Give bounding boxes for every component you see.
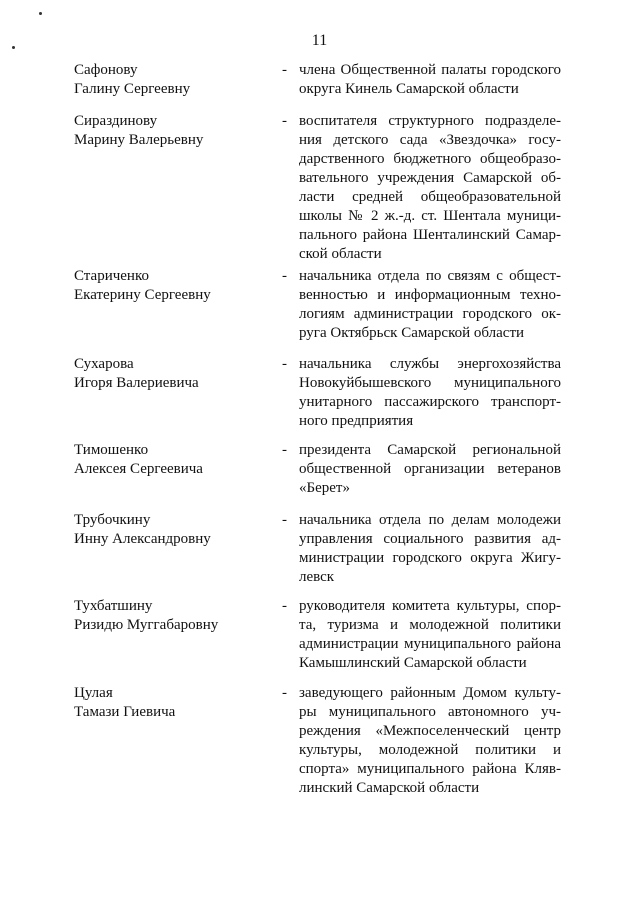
position-line: «Берет» xyxy=(299,480,350,496)
position-line: начальника отдела по делам молодежи xyxy=(299,512,561,528)
given-names: Инну Александровну xyxy=(74,531,211,547)
surname: Цулая xyxy=(74,685,113,701)
dash-separator: - xyxy=(282,598,287,614)
position-description xyxy=(299,61,561,99)
position-line: члена Общественной палаты городского xyxy=(299,62,561,78)
position-line: ской области xyxy=(299,246,382,262)
person-name xyxy=(74,61,274,99)
person-name xyxy=(74,267,274,305)
position-line: администрации муниципального района xyxy=(299,636,561,652)
position-line: ного предприятия xyxy=(299,413,414,429)
position-description xyxy=(299,267,561,343)
position-line: президента Самарской региональной xyxy=(299,442,561,458)
position-line: унитарного пассажирского транспорт- xyxy=(299,394,561,410)
person-name xyxy=(74,112,274,150)
position-line: та, туризма и молодежной политики xyxy=(299,617,561,633)
position-description xyxy=(299,684,561,798)
dash-separator: - xyxy=(282,62,287,78)
person-name xyxy=(74,441,274,479)
position-line: министрации городского округа Жигу- xyxy=(299,550,561,566)
position-line: Камышлинский Самарской области xyxy=(299,655,527,671)
position-line: школы № 2 ж.-д. ст. Шентала муници- xyxy=(299,208,561,224)
surname: Сафонову xyxy=(74,62,138,78)
position-line: округа Кинель Самарской области xyxy=(299,81,519,97)
position-line: ласти средней общеобразовательной xyxy=(299,189,561,205)
position-line: заведующего районным Домом культу- xyxy=(299,685,561,701)
given-names: Алексея Сергеевича xyxy=(74,461,203,477)
position-line: логиям администрации городского ок- xyxy=(299,306,561,322)
given-names: Игоря Валериевича xyxy=(74,375,199,391)
position-line: ния детского сада «Звездочка» госу- xyxy=(299,132,561,148)
position-line: спорта» муниципального района Кляв- xyxy=(299,761,561,777)
person-name xyxy=(74,511,274,549)
position-line: управления социального развития ад- xyxy=(299,531,561,547)
position-description xyxy=(299,441,561,498)
surname: Сухарова xyxy=(74,356,134,372)
person-name xyxy=(74,684,274,722)
given-names: Марину Валерьевну xyxy=(74,132,204,148)
dash-separator: - xyxy=(282,685,287,701)
position-line: руководителя комитета культуры, спор- xyxy=(299,598,561,614)
position-description xyxy=(299,355,561,431)
position-description xyxy=(299,511,561,587)
position-line: воспитателя структурного подразделе- xyxy=(299,113,561,129)
position-description xyxy=(299,112,561,264)
given-names: Екатерину Сергеевну xyxy=(74,287,211,303)
position-line: дарственного бюджетного общеобразо- xyxy=(299,151,561,167)
surname: Стариченко xyxy=(74,268,149,284)
position-line: пального района Шенталинский Самар- xyxy=(299,227,561,243)
dash-separator: - xyxy=(282,512,287,528)
position-line: культуры, молодежной политики и xyxy=(299,742,561,758)
position-line: начальника отдела по связям с общест- xyxy=(299,268,561,284)
position-line: общественной организации ветеранов xyxy=(299,461,561,477)
dash-separator: - xyxy=(282,442,287,458)
position-line: венностью и информационным техно- xyxy=(299,287,561,303)
position-line: ры муниципального автономного уч- xyxy=(299,704,561,720)
person-name xyxy=(74,597,274,635)
surname: Тухбатшину xyxy=(74,598,153,614)
position-description xyxy=(299,597,561,673)
dash-separator: - xyxy=(282,113,287,129)
surname: Трубочкину xyxy=(74,512,151,528)
person-name xyxy=(74,355,274,393)
position-line: Новокуйбышевского муниципального xyxy=(299,375,561,391)
position-line: линский Самарской области xyxy=(299,780,480,796)
surname: Сираздинову xyxy=(74,113,158,129)
surname: Тимошенко xyxy=(74,442,149,458)
dash-separator: - xyxy=(282,268,287,284)
position-line: начальника службы энергохозяйства xyxy=(299,356,561,372)
position-line: реждения «Межпоселенческий центр xyxy=(299,723,561,739)
given-names: Тамази Гиевича xyxy=(74,704,176,720)
given-names: Галину Сергеевну xyxy=(74,81,191,97)
position-line: руга Октябрьск Самарской области xyxy=(299,325,525,341)
given-names: Ризидю Муггабаровну xyxy=(74,617,219,633)
page-number: 11 xyxy=(311,32,328,49)
dash-separator: - xyxy=(282,356,287,372)
position-line: левск xyxy=(299,569,335,585)
position-line: вательного учреждения Самарской об- xyxy=(299,170,561,186)
